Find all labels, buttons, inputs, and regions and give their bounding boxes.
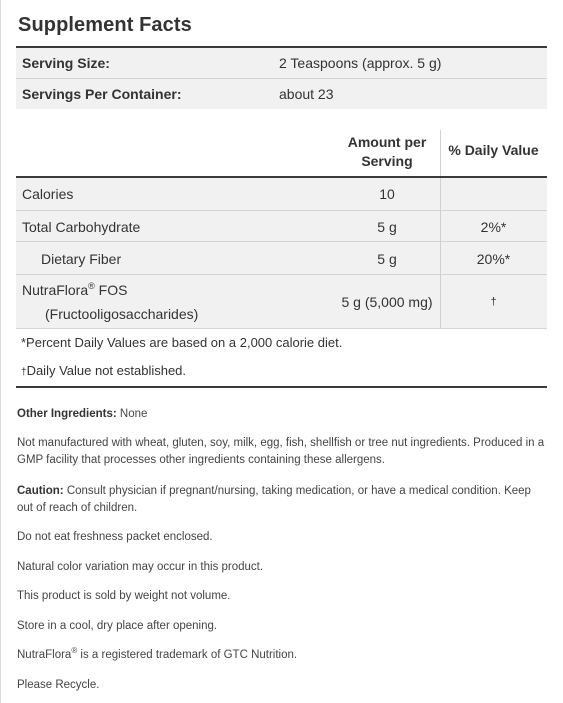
serving-size-row: [16, 48, 547, 78]
amount-header-line1: Amount per: [347, 134, 427, 150]
other-ingredients: Other Ingredients: None: [17, 408, 148, 420]
servings-per-container-value: about 23: [279, 86, 334, 102]
nutrient-name-line2: (Fructooligosaccharides): [45, 306, 199, 322]
color-variation-note: Natural color variation may occur in this product.: [17, 561, 264, 573]
table-column-divider: [440, 178, 441, 328]
serving-size-label: Serving Size:: [22, 55, 110, 71]
amount-per-serving-header: [325, 133, 449, 171]
nutrient-name-block: [22, 275, 198, 329]
nutrient-name: Dietary Fiber: [41, 250, 122, 267]
daily-value-header: % Daily Value: [448, 142, 539, 158]
nutrient-dv: †: [490, 296, 497, 308]
caution-statement: Caution: Consult physician if pregnant/nursing, taking medication, or have a medical condition. Keep out of reach of children.: [17, 485, 531, 514]
table-row-dietary-fiber: [16, 241, 547, 275]
footnotes-divider: [16, 386, 547, 388]
freshness-packet-note: Do not eat freshness packet enclosed.: [17, 531, 213, 543]
table-row-total-carbohydrate: [16, 210, 547, 242]
page-title: Supplement Facts: [18, 14, 192, 36]
nutrient-amount: 10: [379, 186, 395, 202]
allergen-statement: Not manufactured with wheat, gluten, soy, milk, egg, fish, shellfish or tree nut ingredients. Produced in a GMP facility that processes other ingredients containing these allergens.: [17, 437, 545, 466]
left-border: [0, 0, 1, 703]
nutrient-amount: 5 g: [377, 218, 397, 235]
amount-header-line2: Serving: [361, 153, 413, 169]
weight-note: This product is sold by weight not volume.: [17, 590, 231, 602]
header-column-divider: [440, 130, 441, 177]
dagger-footnote: †Daily Value not established.: [21, 363, 187, 378]
servings-per-container-label: Servings Per Container:: [22, 86, 182, 102]
table-row-nutraflora: [16, 274, 547, 329]
storage-note: Store in a cool, dry place after opening.: [17, 620, 218, 632]
percent-daily-footnote: *Percent Daily Values are based on a 2,000 calorie diet.: [21, 335, 343, 350]
serving-size-value: 2 Teaspoons (approx. 5 g): [279, 55, 442, 71]
nutrient-dv: [440, 178, 547, 210]
trademark-note: NutraFlora® is a registered trademark of GTC Nutrition.: [17, 646, 298, 661]
nutrient-amount: 5 g: [377, 250, 397, 267]
nutrient-name: Calories: [22, 186, 74, 202]
nutrient-dv: 2%*: [480, 218, 507, 235]
nutrient-name: Total Carbohydrate: [22, 218, 141, 235]
nutrient-amount: 5 g (5,000 mg): [341, 294, 433, 310]
table-row-calories: [16, 178, 547, 210]
recycle-note: Please Recycle.: [17, 679, 100, 691]
nutrient-name-line1: NutraFlora® FOS: [22, 281, 128, 298]
servings-per-container-row: [16, 78, 547, 109]
nutrient-dv: 20%*: [476, 250, 511, 267]
